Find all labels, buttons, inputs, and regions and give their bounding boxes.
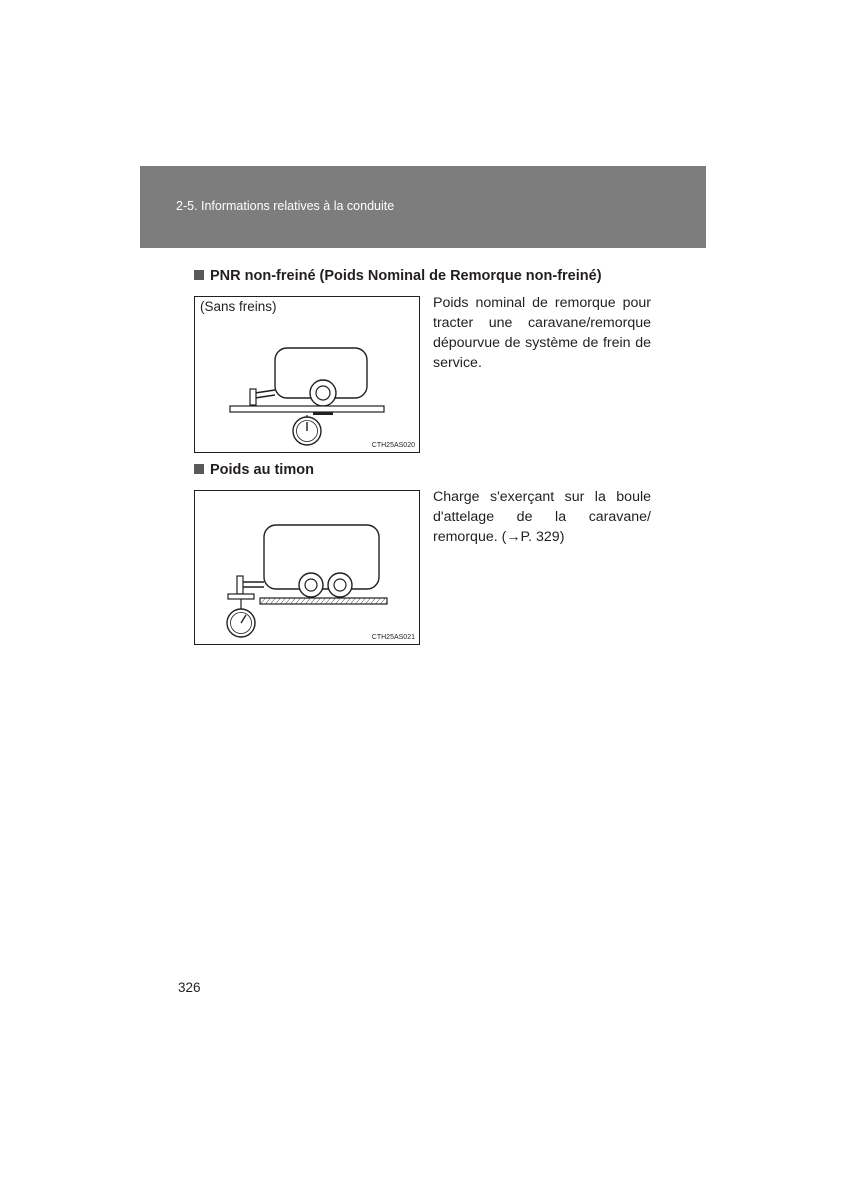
nose-weight-description [433, 487, 651, 547]
heading-unbraked-trailer-weight [194, 268, 602, 284]
nose-weight-text: Charge s'exerçant sur la boule d'attelage de la caravane/ remorque. ( [433, 489, 651, 545]
square-bullet-icon [194, 270, 204, 280]
nose-weight-scale-illustration [195, 491, 421, 646]
figure-nose-weight [194, 490, 420, 645]
section-header-title: 2-5. Informations relatives à la conduite [176, 199, 395, 213]
figure-unbraked-trailer [194, 296, 420, 453]
page-number: 326 [178, 980, 201, 995]
unbraked-trailer-description: Poids nominal de remorque pour tracter une caravane/remorque dépourvue de système de frein de service. [433, 295, 651, 371]
arrow-right-icon: → [506, 529, 521, 545]
section-header-band [140, 166, 706, 248]
unbraked-trailer-scale-illustration [195, 297, 421, 454]
page-reference: P. 329) [520, 529, 565, 545]
figure-label: (Sans freins) [200, 299, 277, 314]
heading-text: PNR non-freiné (Poids Nominal de Remorque non-freiné) [210, 268, 602, 284]
heading-nose-weight [194, 462, 314, 478]
figure-code: CTH25AS020 [371, 442, 415, 449]
square-bullet-icon [194, 464, 204, 474]
heading-text: Poids au timon [210, 462, 314, 478]
figure-code: CTH25AS021 [371, 634, 415, 641]
